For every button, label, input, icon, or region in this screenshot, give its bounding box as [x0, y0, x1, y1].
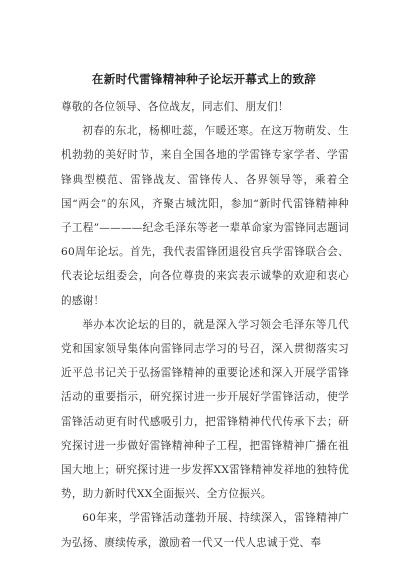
document-title: 在新时代雷锋精神种子论坛开幕式上的致辞: [91, 72, 317, 86]
salutation: 尊敬的各位领导、各位战友，同志们、朋友们！: [61, 101, 289, 113]
document-body: [61, 92, 349, 555]
paragraph: 初春的东北，杨柳吐蕊，乍暖还寒。在这万物萌发、生机勃勃的美好时节，来自全国各地的学雷锋专家学者、学雷锋典型模范、雷锋战友、雷锋传人、各界领导等，乘着全国“两会”的东风，齐聚古城沈阳，参加“新时代雷锋精神种子工程”————纪念毛泽东等老一辈革命家为雷锋同志题词60周年论坛。首先，我代表雷锋团退役官兵学雷锋联合会、代表论坛组委会，向各位尊贵的来宾表示诚挚的欢迎和衷心的感谢！: [61, 125, 349, 307]
paragraph: 60年来，学雷锋活动蓬勃开展、持续深入，雷锋精神广为弘扬、赓续传承，激励着一代又一代人忠诚于党、奉: [61, 512, 349, 549]
paragraph: 举办本次论坛的目的，就是深入学习领会毛泽东等几代党和国家领导集体向雷锋同志学习的号召，深入贯彻落实习近平总书记关于弘扬雷锋精神的重要论述和深入开展学雷锋活动的重要指示，研究探讨进一步开展好学雷锋活动，使学雷锋活动更有时代感吸引力，把雷锋精神代代传承下去；研究探讨进一步做好雷锋精神种子工程，把雷锋精神广播在祖国大地上；研究探讨进一步发挥XX雷锋精神发祥地的独特优势，助力新时代XX全面振兴、全方位振兴。: [61, 318, 349, 501]
